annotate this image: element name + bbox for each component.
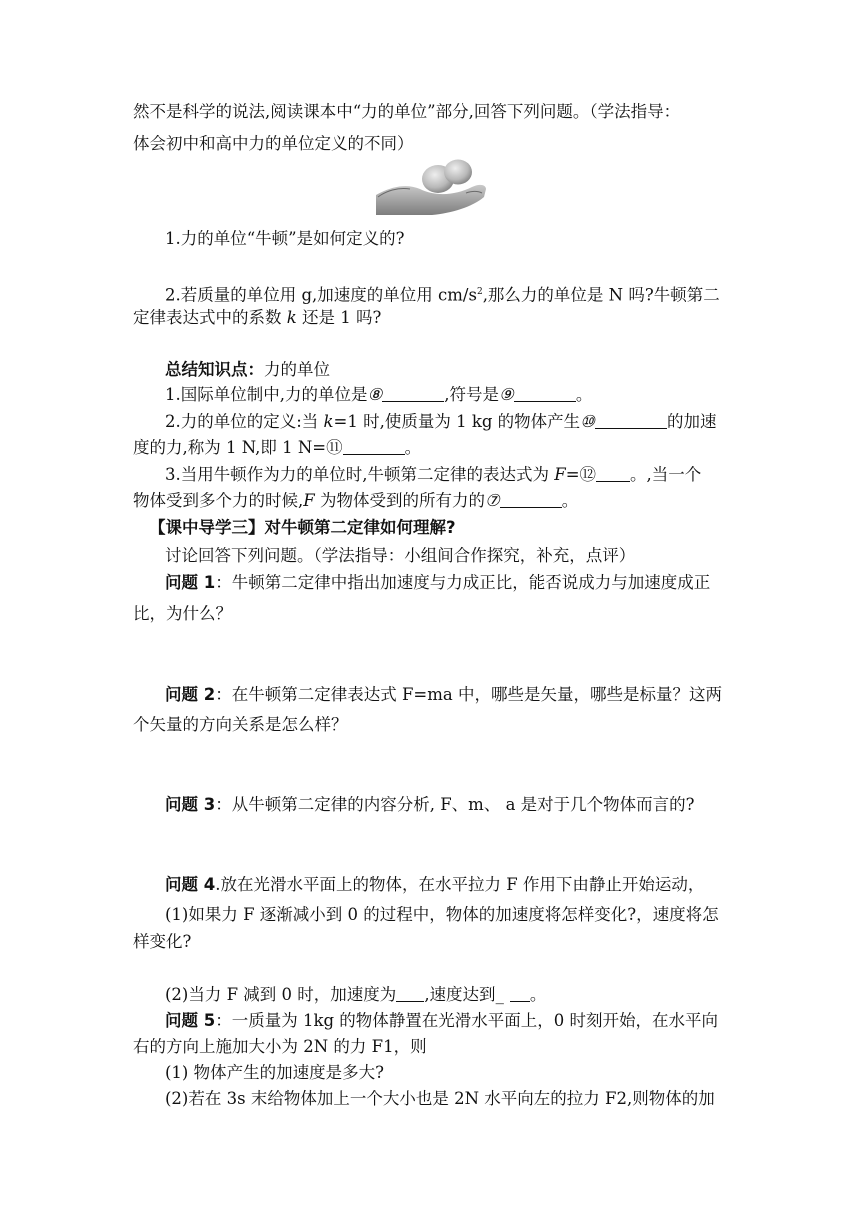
problem-1-line-2: 比，为什么？ bbox=[133, 604, 232, 623]
question-1: 1.力的单位“牛顿”是如何定义的? bbox=[165, 229, 405, 248]
problem-4-sub-1: (1)如果力 F 逐渐减小到 0 的过程中，物体的加速度将怎样变化?，速度将怎 bbox=[165, 905, 719, 924]
problem-4-line-1: 问题 4.放在光滑水平面上的物体，在水平拉力 F 作用下由静止开始运动， bbox=[165, 875, 705, 894]
summary-point-3-line-2: 物体受到多个力的时候,F 为物体受到的所有力的⑦ 。 bbox=[133, 491, 579, 510]
problem-3-line-1: 问题 3：从牛顿第二定律的内容分析, F、m、 a 是对于几个物体而言的? bbox=[165, 795, 695, 814]
blank-12[interactable] bbox=[596, 465, 630, 482]
problem-4-sub-1-cont: 样变化? bbox=[133, 932, 192, 951]
problem-5-line-1: 问题 5：一质量为 1kg 的物体静置在光滑水平面上，0 时刻开始，在水平向 bbox=[165, 1011, 719, 1030]
problem-1-line-1: 问题 1：牛顿第二定律中指出加速度与力成正比，能否说成力与加速度成正 bbox=[165, 573, 711, 592]
summary-title: 总结知识点：力的单位 bbox=[165, 360, 330, 379]
hand-holding-eggs-image bbox=[376, 157, 486, 215]
blank-9[interactable] bbox=[514, 385, 576, 402]
problem-4-sub-2: (2)当力 F 减到 0 时，加速度为 ,速度达到_ 。 bbox=[165, 985, 547, 1004]
problem-5-line-2: 右的方向上施加大小为 2N 的力 F1，则 bbox=[133, 1037, 427, 1056]
intro-line-1: 然不是科学的说法,阅读课本中“力的单位”部分,回答下列问题。（学法指导： bbox=[133, 102, 681, 121]
blank-acceleration[interactable] bbox=[396, 985, 424, 1002]
problem-2-line-1: 问题 2：在牛顿第二定律表达式 F=ma 中，哪些是矢量，哪些是标量？这两 bbox=[165, 685, 722, 704]
problem-5-sub-1: (1) 物体产生的加速度是多大? bbox=[165, 1063, 384, 1082]
summary-point-1: 1.国际单位制中,力的单位是⑧ ,符号是⑨ 。 bbox=[165, 385, 593, 404]
blank-10[interactable] bbox=[595, 412, 667, 429]
section-3-guide: 讨论回答下列问题。（学法指导：小组间合作探究，补充，点评） bbox=[165, 546, 636, 565]
problem-5-sub-2: (2)若在 3s 末给物体加上一个大小也是 2N 水平向左的拉力 F2,则物体的加 bbox=[165, 1089, 715, 1108]
summary-point-3-line-1: 3.当用牛顿作为力的单位时,牛顿第二定律的表达式为 F=⑫ 。,当一个 bbox=[165, 465, 702, 484]
summary-point-2-line-1: 2.力的单位的定义:当 k=1 时,使质量为 1 kg 的物体产生⑩ 的加速 bbox=[165, 412, 717, 431]
intro-line-2: 体会初中和高中力的单位定义的不同） bbox=[133, 134, 414, 153]
summary-point-2-line-2: 度的力,称为 1 N,即 1 N=⑪ 。 bbox=[133, 438, 422, 457]
blank-11[interactable] bbox=[343, 438, 405, 455]
blank-velocity[interactable] bbox=[510, 985, 530, 1002]
section-3-title: 【课中导学三】对牛顿第二定律如何理解? bbox=[149, 518, 456, 537]
problem-2-line-2: 个矢量的方向关系是怎么样？ bbox=[133, 715, 348, 734]
question-2-line-2: 定律表达式中的系数 k 还是 1 吗? bbox=[133, 308, 382, 327]
blank-7[interactable] bbox=[500, 491, 562, 508]
question-2-line-1: 2.若质量的单位用 g,加速度的单位用 $cm/s^2$,那么力的单位是 N 吗?牛顿第二 bbox=[165, 285, 720, 305]
blank-8[interactable] bbox=[382, 385, 444, 402]
